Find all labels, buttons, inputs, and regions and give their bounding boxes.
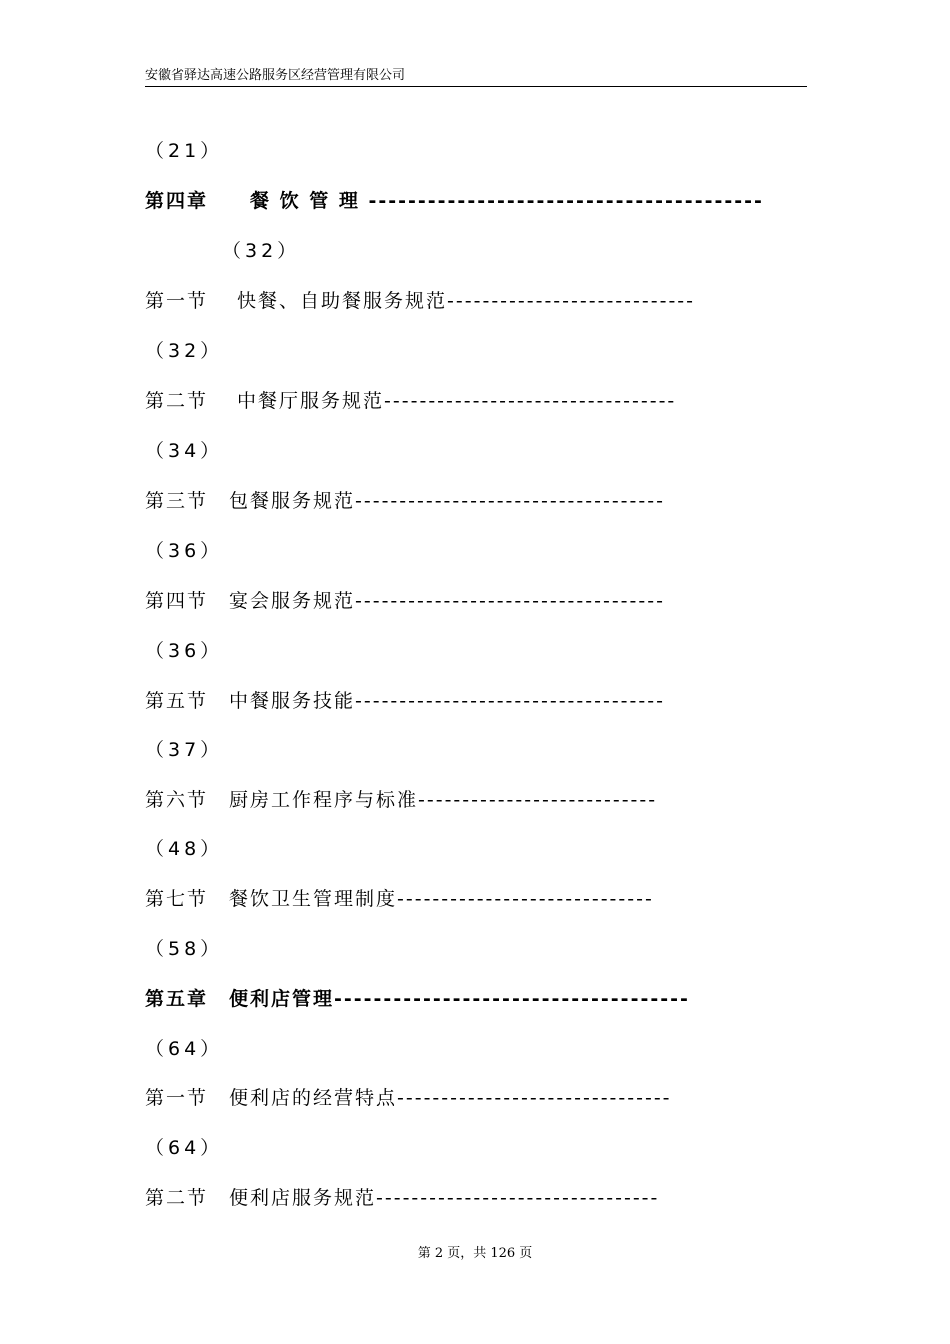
toc-page-ref: （48） xyxy=(145,838,224,860)
page-number: 第 2 页，共 126 页 xyxy=(417,1246,533,1261)
toc-page-ref: （32） xyxy=(222,240,301,262)
toc-page-ref: （37） xyxy=(145,739,224,761)
toc-page-ref: （34） xyxy=(145,440,224,462)
toc-page-ref: （32） xyxy=(145,340,224,362)
toc-page-ref: （21） xyxy=(145,140,224,162)
toc-section: 第一节 便利店的经营特点------------------------------- xyxy=(145,1087,672,1109)
toc-section: 第六节 厨房工作程序与标准--------------------------- xyxy=(145,789,658,811)
toc-page-ref: （58） xyxy=(145,938,224,960)
toc-page-ref: （64） xyxy=(145,1137,224,1159)
page-footer xyxy=(0,1245,950,1263)
toc-page-ref: （64） xyxy=(145,1038,224,1060)
toc-page-ref: （36） xyxy=(145,540,224,562)
toc-page-ref: （36） xyxy=(145,640,224,662)
toc-section: 第七节 餐饮卫生管理制度----------------------------- xyxy=(145,888,654,910)
toc-section: 第二节 中餐厅服务规范--------------------------------- xyxy=(145,390,677,412)
toc-chapter-5: 第五章 便利店管理------------------------------------ xyxy=(145,988,690,1010)
toc-section: 第二节 便利店服务规范-------------------------------- xyxy=(145,1187,660,1209)
toc-section: 第三节 包餐服务规范----------------------------------- xyxy=(145,490,665,512)
toc-section: 第四节 宴会服务规范----------------------------------- xyxy=(145,590,665,612)
toc-section: 第五节 中餐服务技能----------------------------------- xyxy=(145,690,665,712)
company-name: 安徽省驿达高速公路服务区经营管理有限公司 xyxy=(145,68,406,83)
toc-chapter-4: 第四章 餐 饮 管 理 ---------------------------------------- xyxy=(145,190,764,212)
toc-section: 第一节 快餐、自助餐服务规范---------------------------- xyxy=(145,290,696,312)
